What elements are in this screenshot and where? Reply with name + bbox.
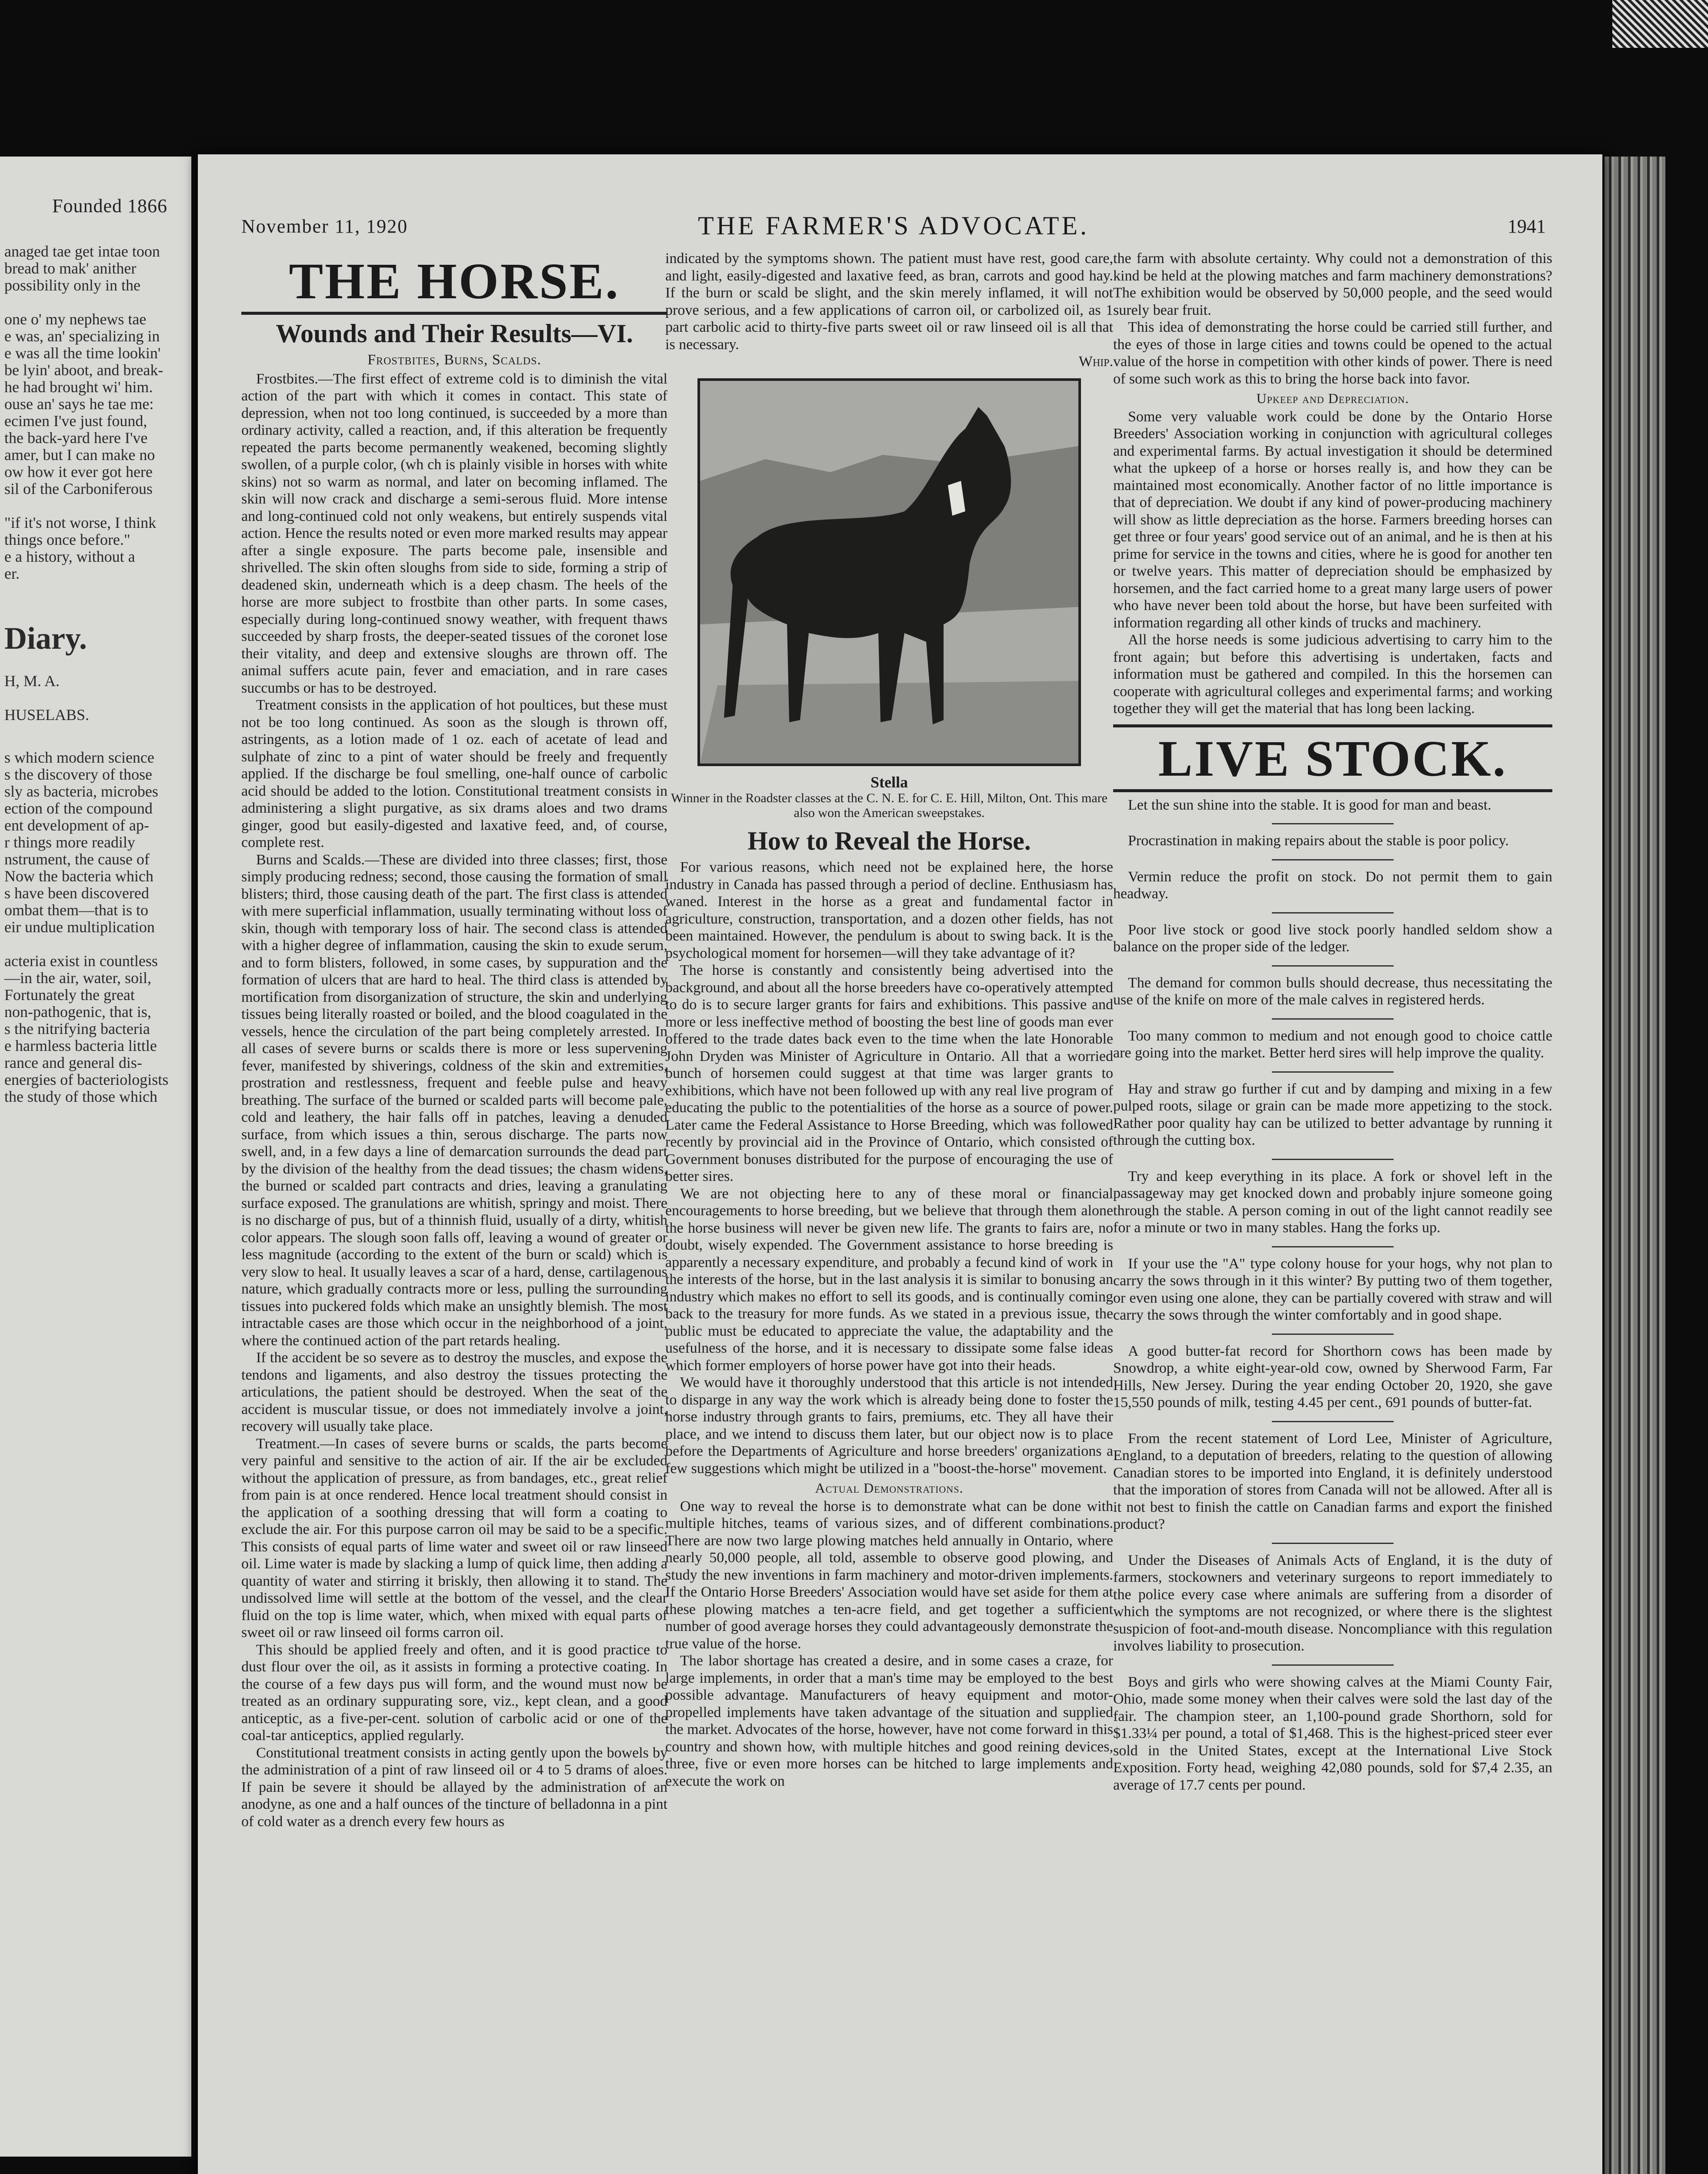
horse-photograph [697,378,1081,766]
text-line: Now the bacteria which [4,867,153,885]
livestock-note: Try and keep everything in its place. A fork or shovel left in the passageway may get knocked down and probably injure someone going through the stable. A person coming in out of the light cannot readily see for a minute or two in many stables. Hang the forks up. [1113,1168,1552,1236]
text-line: rance and general dis- [4,1054,142,1071]
note-divider [1272,1159,1394,1160]
section-rule [1113,789,1552,792]
livestock-note: Under the Diseases of Animals Acts of England, it is the duty of farmers, stockowners and veterinary surgeons to report immediately to the police every case where animals are suffering from a disorder of which the symptoms are not recognized, or where there is the slightest suspicion of foot-and-mouth disease. Noncompliance with this regulation involves liability to prosecution. [1113,1552,1552,1654]
text-line: Fortunately the great [4,986,135,1004]
photo-caption: Winner in the Roadster classes at the C. N. E. for C. E. Hill, Milton, Ont. This mare also won the American sweepstakes. [671,791,1108,820]
note-divider [1272,1664,1394,1666]
note-divider [1272,1543,1394,1544]
livestock-note: A good butter-fat record for Shorthorn cows has been made by Snowdrop, a white eight-year-old cow, owned by Sherwood Farm, Far Hills, New Jersey. During the year ending October 20, 1920, she gave 15,550 pounds of milk, testing 4.45 per cent., 691 pounds of butter-fat. [1113,1343,1552,1410]
text-line: sil of the Carboniferous [4,480,153,497]
book-page-edges [1605,157,1665,2174]
paragraph: the farm with absolute certainty. Why could not a demonstration of this kind be held at the plowing matches and farm machinery demonstrations? The exhibition would be observed by 50,000 people, and the seed would surely bear fruit. [1113,250,1552,318]
section-rule [1113,724,1552,727]
scan-corner-pattern [1612,0,1708,48]
note-divider [1272,1421,1394,1422]
text-line: ecimen I've just found, [4,412,147,430]
text-line: e harmless bacteria little [4,1037,157,1054]
text-line: —in the air, water, soil, [4,969,152,987]
paragraph: Frostbites.—The first effect of extreme cold is to diminish the vital action of the part with which it comes in contact. This state of depression, when not too long continued, is succeeded by a more than ordinary activity, called a reaction, and, if this alteration be frequently repeated the parts become permanently weakened, becoming slightly swollen, of a purple color, (wh ch is plainly visible in horses with white skins) not so warm as normal, and later on becoming inflamed. The skin will now crack and discharge a semi-serous fluid. More intense and long-continued cold not only weakens, but entirely suspends vital action. Hence the results noted or even more marked results may appear after a single exposure. The parts become pale, insensible and shrivelled. The skin often sloughs from side to side, forming a strip of deadened skin, underneath which is a deep chasm. The heels of the horse are more subject to frostbite than other parts. In some cases, especially during long-continued snowy weather, with frequent thaws succeeded by sharp frosts, the deeper-seated tissues of the coronet lose their vitality, and deep and extensive sloughs are thrown off. The animal suffers acute pain, fever and emaciation, and in rare cases succumbs or has to be destroyed. [241,370,667,696]
column-1 [241,250,667,1830]
paragraph: One way to reveal the horse is to demonstrate what can be done with multiple hitches, teams of various sizes, and of different combinations. There are now two large plowing matches held annually in Ontario, where nearly 50,000 people, all told, assemble to observe good plowing, and study the new inventions in farm machinery and motor-driven implements. If the Ontario Horse Breeders' Association would have set aside for them at these plowing matches a ten-acre field, and get together a sufficient number of good average horses they could advantageously demonstrate the true value of the horse. [665,1498,1113,1652]
text-line: energies of bacteriologists [4,1071,169,1088]
reveal-article-title: How to Reveal the Horse. [747,827,1031,855]
paragraph: All the horse needs is some judicious advertising to carry him to the front again; but before this advertising is undertaken, facts and information must be gathered and compiled. In this the horsemen can cooperate with agricultural colleges and experimental farms; and working together they will get the material that has long been lacking. [1113,632,1552,717]
paragraph: Constitutional treatment consists in acting gently upon the bowels by the administration of a pint of raw linseed oil or 4 to 5 drams of aloes. If pain be severe it should be allayed by the administration of an anodyne, as one and a half ounces of the tincture of belladonna in a pint of cold water as a drench every few hours as [241,1744,667,1830]
note-divider [1272,1334,1394,1335]
horse-section-heading: THE HORSE. [289,253,620,310]
upkeep-subheading: Upkeep and Depreciation. [1256,390,1409,406]
paragraph: The horse is constantly and consistently being advertised into the background, and about all the horse breeders have co-operatively attempted to do is to secure larger grants for fairs and exhibitions. This passive and more or less ineffective method of boosting the best line of goods man ever offered to the trade dates back even to the time when the late Honorable John Dryden was Minister of Agriculture in Ontario. All that a worried bunch of horsemen could suggest at that time was larger grants to exhibitions, which have not been followed up with any real live program of educating the public to the potentialities of the horse as a source of power. Later came the Federal Assistance to Horse Breeding, which was followed recently by provincial aid in the Province of Ontario, which consisted of Government bonuses distributed for the purpose of encouraging the use of better sires. [665,962,1113,1184]
text-line: acteria exist in countless [4,952,158,970]
text-line: er. [4,565,20,582]
livestock-note: Vermin reduce the profit on stock. Do not permit them to gain headway. [1113,868,1552,902]
wounds-article-title: Wounds and Their Results—VI. [276,319,633,348]
text-line: e was, an' specializing in [4,327,160,345]
column-3 [1113,250,1552,1794]
page-number: 1941 [1508,216,1546,237]
text-line: nstrument, the cause of [4,850,150,868]
livestock-note: Let the sun shine into the stable. It is good for man and beast. [1128,797,1491,813]
text-line: non-pathogenic, that is, [4,1003,151,1020]
livestock-note: The demand for common bulls should decrease, thus necessitating the use of the knife on more of the male calves in registered herds. [1113,974,1552,1008]
text-line: he had brought wi' him. [4,378,153,396]
note-divider [1272,912,1394,914]
text-line: s the nitrifying bacteria [4,1020,150,1037]
horse-silhouette [700,381,1078,764]
wounds-article-subtitle: Frostbites, Burns, Scalds. [367,352,541,368]
text-line: bread to mak' anither [4,260,137,277]
text-line: anaged tae get intae toon [4,243,160,260]
livestock-note: Procrastination in making repairs about the stable is poor policy. [1128,833,1509,849]
livestock-note: From the recent statement of Lord Lee, Minister of Agriculture, England, to a deputation of breeders, relating to the question of allowing Canadian stores to be imported into England, it is definitely understood that the imporation of stores from Canada will not be allowed. After all is it not best to finish the cattle on Canadian farms and export the finished product? [1113,1430,1552,1532]
paragraph: Treatment.—In cases of severe burns or scalds, the parts become very painful and sensitive to the action of air. If the air be excluded without the application of pressure, as from bandages, etc., great relief from pain is at once rendered. Hence local treatment should consist in the application of a soothing dressing that will form a coating to exclude the air. For this purpose carron oil may be said to be a specific. This consists of equal parts of lime water and sweet oil or raw linseed oil. Lime water is made by slacking a lump of quick lime, then adding a quantity of water and stirring it briskly, then allowing it to stand. The undissolved lime will settle at the bottom of the vessel, and the clear fluid on the top is lime water, which, when mixed with equal parts of sweet oil or raw linseed oil forms carron oil. [241,1435,667,1641]
livestock-note: Boys and girls who were showing calves at the Miami County Fair, Ohio, made some money when their calves were sold the last day of the fair. The champion steer, an 1,100-pound grade Shorthorn, sold for $1.33¼ per pound, a total of $1,468. This is the highest-priced steer ever sold in the United States, except at the International Live Stock Exposition. Forty head, weighing 42,080 pounds, sold for $7,4 2.35, an average of 17.7 cents per pound. [1113,1674,1552,1793]
text-line: s which modern science [4,749,154,766]
masthead [241,211,1546,241]
paragraph: Some very valuable work could be done by the Ontario Horse Breeders' Association working in conjunction with agricultural colleges and experimental farms. By actual investigation it should be determined what the upkeep of a horse or horses really is, and how they can be maintained most economically. Another factor of no little importance is that of depreciation. We doubt if any kind of power-producing machinery will show as little depreciation as the horse. Farmers breeding horses can get three or four years' good service out of an animal, and he is then at his prime for service in the towns and cities, where he is good for another ten or twelve years. This matter of depreciation should be emphasized by horsemen, and the fact carried home to a great many large users of power who have never been told about the horse, but have been surfeited with information regarding all other kinds of trucks and machinery. [1113,408,1552,631]
text-line: the back-yard here I've [4,429,148,447]
author-signature: Whip. [1078,353,1113,370]
publication-title: THE FARMER'S ADVOCATE. [697,211,1090,240]
paragraph: We would have it thoroughly understood that this article is not intended to disparge in any way the work which is already being done to foster the horse industry through grants to fairs, premiums, etc. They all have their place, and we intend to discuss them later, but our object now is to place before the Departments of Agriculture and horse breeders' organizations a few suggestions which might be utilized in a "boost-the-horse" movement. [665,1374,1113,1477]
note-divider [1272,965,1394,967]
text-line: eir undue multiplication [4,918,155,936]
note-divider [1272,1246,1394,1247]
text-line: ection of the compound [4,800,153,817]
column-2 [665,250,1113,1790]
left-text-block-1 [4,243,178,582]
demonstrations-subheading: Actual Demonstrations. [815,1480,964,1496]
livestock-note: Too many common to medium and not enough good to choice cattle are going into the market. Better herd sires will help improve the quality. [1113,1027,1552,1061]
text-line: the study of those which [4,1088,157,1105]
livestock-note: If your use the "A" type colony house for your hogs, why not plan to carry the sows through in it this winter? By putting two of them together, or even using one alone, they can be partially covered with straw and will carry the sows through the winter comfortably and in good shape. [1113,1255,1552,1323]
text-line [4,936,178,953]
text-line: r things more readily [4,834,135,851]
paragraph: indicated by the symptoms shown. The patient must have rest, good care, and light, easily-digested and laxative feed, as bran, carrots and good hay. If the burn or scald be slight, and the skin merely inflamed, it will not prove serious, and a few applications of carron oil, or carbolized oil, as 1 part carbolic acid to thirty-five parts sweet oil or raw linseed oil is all that is necessary. [665,250,1113,353]
text-line: sly as bacteria, microbes [4,783,158,800]
text-line: amer, but I can make no [4,446,155,463]
paragraph: If the accident be so severe as to destroy the muscles, and expose the tendons and ligaments, and also destroy the tissues protecting the articulations, the patient should be destroyed. When the seat of the accident is muscular tissue, or does not immediately involve a joint, recovery will usually take place. [241,1350,667,1434]
diary-heading: Diary. [4,621,87,656]
text-line: s the discovery of those [4,766,152,783]
note-divider [1272,859,1394,860]
newspaper-page [198,154,1602,2174]
text-line: ow how it ever got here [4,463,153,480]
diary-byline: H, M. A. [4,672,60,690]
paragraph: Treatment consists in the application of hot poultices, but these must not be too long continued. As soon as the slough is thrown off, astringents, as a lotion made of 1 oz. each of acetate of lead and sulphate of zinc to a pint of water should be freely and frequently applied. If the discharge be foul smelling, one-half ounce of carbolic acid should be added to the lotion. Constitutional treatment consists in administering a slight purgative, as six drams aloes and two drams ginger, good but easily-digested and laxative feed, and, of course, complete rest. [241,697,667,850]
text-line: possibility only in the [4,277,141,294]
livestock-section-heading: LIVE STOCK. [1158,730,1508,787]
paragraph: We are not objecting here to any of these moral or financial encouragements to horse breeding, but we believe that through them alone the horse business will never be given new life. The grants to fairs are, no doubt, wisely expended. The Government assistance to horse breeding is apparently a necessary expenditure, and probably a fecund kind of work in the interests of the horse, but in the last analysis it is similar to bonusing an industry which makes no effort to sell its goods, and is continually coming back to the treasury for more funds. As we stated in a previous issue, the public must be educated to appreciate the value, the adaptability and the usefulness of the horse, and it is necessary to dissipate some false ideas which former employers of horse power have got into their heads. [665,1185,1113,1374]
text-line: "if it's not worse, I think [4,514,157,531]
diary-subheading: HUSELABS. [4,706,90,724]
text-line [4,497,178,514]
issue-date: November 11, 1920 [241,216,408,237]
text-line: things once before." [4,531,130,548]
livestock-note: Hay and straw go further if cut and by damping and mixing in a few pulped roots, silage or grain can be made more appetizing to the stock. Rather poor quality hay can be utilized to better advantage by running it through the cutting box. [1113,1080,1552,1148]
text-line: ombat them—that is to [4,901,148,919]
section-rule [241,312,667,315]
text-line: one o' my nephews tae [4,310,147,328]
left-text-block-2 [4,749,178,1105]
note-divider [1272,1018,1394,1020]
note-divider [1272,1071,1394,1073]
text-line: ent development of ap- [4,817,149,834]
text-line: be lyin' aboot, and break- [4,361,163,379]
note-divider [1272,823,1394,824]
paragraph: This should be applied freely and often, and it is good practice to dust flour over the oil, as it assists in forming a protective coating. In the course of a few days pus will form, and the wound must now be treated as an ordinary suppurating sore, viz., kept clean, and a good anticeptic, as a five-per-cent. solution of carbolic acid or one of the coal-tar anticeptics, applied regularly. [241,1641,667,1744]
left-page-text [4,226,178,1122]
text-line: e a history, without a [4,548,135,565]
text-line [4,294,178,311]
paragraph: This idea of demonstrating the horse could be carried still further, and the eyes of those in large cities and towns could be opened to the actual value of the horse in competition with other kinds of power. There is need of some such work as this to bring the horse back into favor. [1113,319,1552,387]
text-line: ouse an' says he tae me: [4,395,154,413]
left-running-head: Founded 1866 [52,195,167,217]
text-line: s have been discovered [4,884,149,902]
livestock-notes [1113,797,1552,1794]
livestock-note: Poor live stock or good live stock poorly handled seldom show a balance on the proper side of the ledger. [1113,921,1552,955]
paragraph: For various reasons, which need not be explained here, the horse industry in Canada has passed through a period of decline. Enthusiasm has waned. Interest in the horse as a great and fundamental factor in agriculture, construction, transportation, and a dozen other fields, has not been maintained. However, the pendulum is about to swing back. It is the psychological moment for horsemen—will they take advantage of it? [665,859,1113,961]
text-line: e was all the time lookin' [4,344,161,362]
left-page-fragment [0,157,191,2157]
photo-caption-title: Stella [871,773,908,791]
paragraph: The labor shortage has created a desire, and in some cases a craze, for large implements, in order that a man's time may be employed to the best possible advantage. Manufacturers of heavy equipment and motor-propelled implements have taken advantage of the situation and supplied the market. Advocates of the horse, however, have not come forward in this country and shown how, with multiple hitches and good reining devices, three, five or even more horses can be hitched to large implements and execute the work on [665,1653,1113,1789]
paragraph: Burns and Scalds.—These are divided into three classes; first, those simply producing redness; second, those causing the formation of small blisters; third, those causing death of the part. The first class is attended with mere superficial inflammation, usually terminating without loss of skin, though with temporary loss of hair. The second class is attended with a higher degree of inflammation, causing the skin to exude serum, and to form blisters, followed, in some cases, by suppuration and the formation of ulcers that are hard to heal. The third class is attended by mortification from disorganization of structure, the skin and underlying tissues being literally roasted or boiled, and the blood coagulated in the vessels, hence the circulation of the part being completely arrested. In all cases of severe burns or scalds there is more or less supervening fever, manifested by shiverings, coldness of the skin and extremities, prostration and restlessness, frequent and feeble pulse and heavy breathing. The surface of the burned or scalded parts will become pale, cold and leathery, the hair falls off in patches, leaving a denuded surface, from which issues a thin, serous discharge. The parts now swell, and, in a few days a line of demarcation surrounds the dead part by the division of the healthy from the dead tissues; the chasm widens, the burned or scalded part contracts and dries, leaving a granulating surface exposed. The granulations are whitish, springy and moist. There is no discharge of pus, but of a thinnish fluid, usually of a dirty, whitish color appears. The slough soon falls off, leaving a wound of greater or less magnitude (according to the extent of the burn or scald) which is very slow to heal. It usually leaves a scar of a hard, dense, cartilagenous nature, which gradually contracts more or less, pulling the surrounding tissues into puckered folds which make an unsightly blemish. The most intractable cases are those which occur in the neighborhood of a joint, where the continued action of the part retards healing. [241,851,667,1349]
